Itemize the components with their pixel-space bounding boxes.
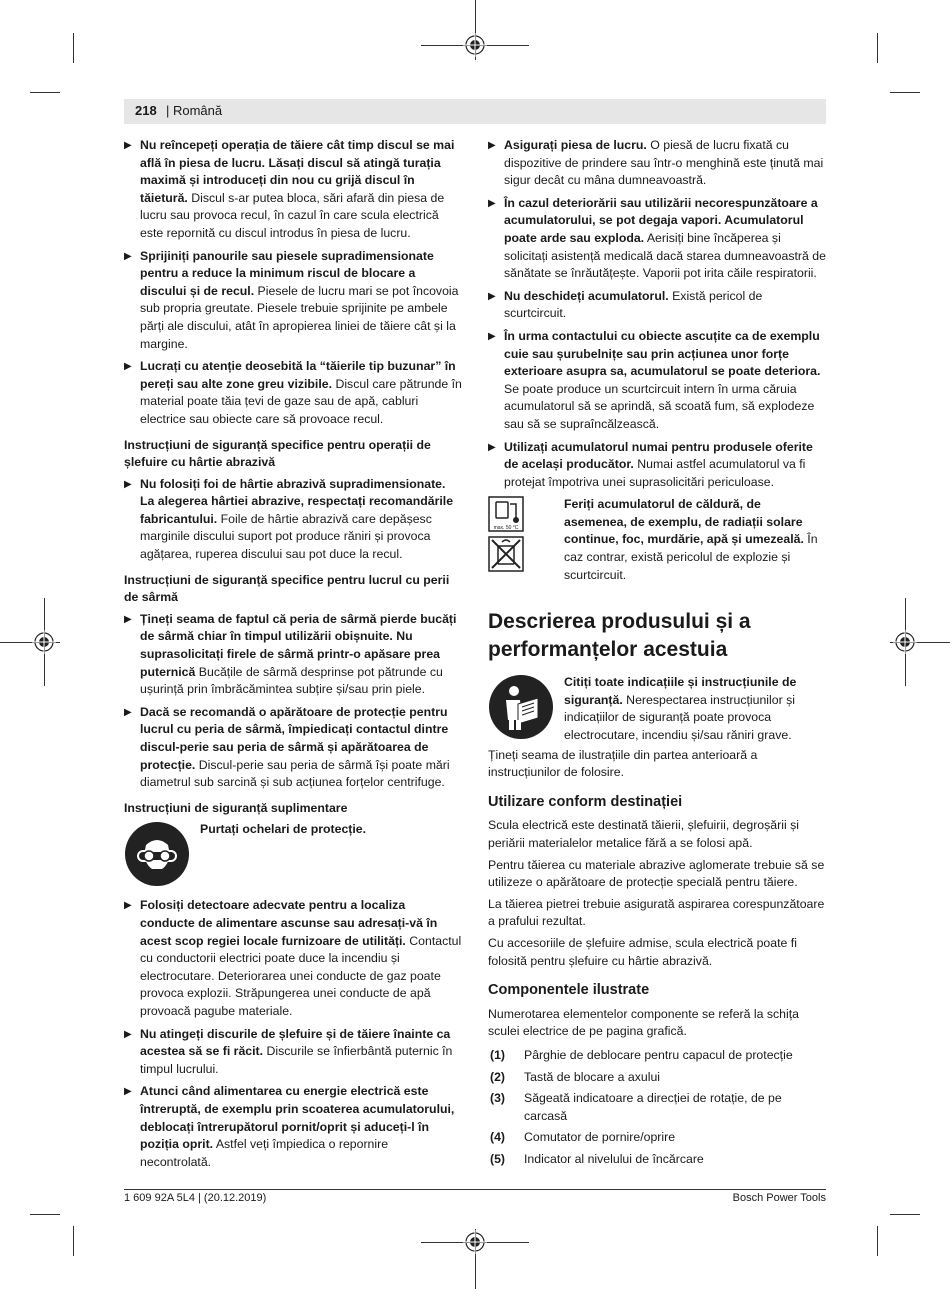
bullet-arrow-icon: ▶ — [124, 1086, 132, 1098]
paragraph: Cu accesoriile de șlefuire admise, scula electrică poate fi folosită pentru șlefuire cu hârtie abrazivă. — [488, 935, 797, 968]
battery-warning-icons — [488, 496, 526, 572]
bullet-arrow-icon: ▶ — [124, 478, 132, 490]
bullet-arrow-icon: ▶ — [488, 140, 496, 151]
section-heading: Instrucțiuni de siguranță suplimentare — [124, 800, 348, 815]
read-manual-notice — [488, 674, 826, 744]
bullet-arrow-icon: ▶ — [488, 197, 496, 209]
battery-no-water-icon — [488, 536, 524, 572]
bullet-arrow-icon: ▶ — [124, 250, 132, 262]
paragraph: Scula electrică este destinată tăierii, șlefuirii, degroșării și periării materialelor metalice fără a se folosi apă. — [488, 818, 799, 850]
battery-temp-label: max. 50 °C — [493, 525, 519, 532]
crop-mark — [73, 1226, 74, 1256]
goggles-text: Purtați ochelari de protecție. — [200, 822, 367, 837]
crop-mark — [30, 92, 60, 93]
bullet-arrow-icon: ▶ — [488, 290, 496, 302]
safety-bullet: ▶ Nu reîncepeți operația de tăiere cât timp discul se mai află în piesa de lucru. Lăsați discul să atingă turația maximă și introduceți din nou cu grijă discul în tăietură. Discul s-ar putea bloca, sări afară din piesa de lucru sau provoca recul, în cazul în care scula electrică este repornită cu discul introdus în piesa de lucru. — [124, 138, 455, 240]
paragraph: Țineți seama de ilustrațiile din partea anterioară a instrucțiunilor de folosire. — [488, 747, 758, 780]
read-manual-icon — [488, 674, 554, 740]
bullet-arrow-icon: ▶ — [488, 330, 496, 342]
registration-mark-icon — [463, 33, 487, 57]
bullet-arrow-icon: ▶ — [124, 140, 132, 151]
paragraph: Numerotarea elementelor componente se referă la schița sculei electrice de pe pagina grafică. — [488, 1006, 800, 1039]
crop-mark — [890, 1214, 920, 1215]
crop-mark — [73, 33, 74, 63]
list-item: (1) Pârghie de deblocare pentru capacul de protecție — [490, 1047, 793, 1062]
bullet-arrow-icon: ▶ — [124, 361, 132, 373]
safety-bullet: ▶ Utilizați acumulatorul numai pentru produsele oferite de același producător. Numai astfel acumulatorul va fi protejat împotriva unei suprasolicitări periculoase. — [488, 439, 813, 489]
battery-heat-icon — [488, 496, 524, 532]
left-column — [124, 137, 462, 1176]
registration-mark-icon — [32, 630, 56, 654]
list-item: (5) Indicator al nivelului de încărcare — [490, 1151, 704, 1166]
safety-bullet: ▶ Sprijiniți panourile sau piesele supradimensionate pentru a reduce la minimum riscul de blocare a discului și de recul. Piesele de lucru mari se pot încovoia sub propria greutate. Piesele trebuie sprijinite pe ambele părți ale discului, atât în apropierea liniei de tăiere cât și la margine. — [124, 248, 459, 351]
bullet-arrow-icon: ▶ — [488, 441, 496, 453]
registration-mark-icon — [893, 630, 917, 654]
safety-bullet: ▶ Nu atingeți discurile de șlefuire și de tăiere înainte ca acestea să se fi răcit. Discurile se înfierbântă puternic în timpul lucrului. — [124, 1026, 453, 1076]
subsection-title: Componentele ilustrate — [488, 982, 650, 999]
safety-bullet: ▶ Nu folosiți foi de hârtie abrazivă supradimensionate. La alegerea hârtiei abrazive, respectați recomandările fabricantului. Foile de hârtie abrazivă care depășesc marginile discului suport pot produce răniri și provoca agățarea, ruperea discului sau pot duce la recul. — [124, 476, 454, 562]
page-header — [124, 99, 826, 124]
right-column — [488, 137, 826, 1173]
subsection-title: Utilizare conform destinației — [488, 793, 683, 810]
bullet-arrow-icon: ▶ — [124, 1028, 132, 1040]
heat-warning — [488, 496, 826, 584]
safety-bullet: ▶ Nu deschideți acumulatorul. Există pericol de scurtcircuit. — [488, 288, 763, 321]
list-item: (3) Săgeată indicatoare a direcției de rotație, de pe carcasă — [490, 1091, 782, 1123]
page-number: 218 — [135, 103, 157, 118]
component-list — [488, 1047, 826, 1169]
section-title: Descrierea produsului și a performanțelor acestuia — [488, 610, 751, 662]
footer-divider — [124, 1189, 826, 1190]
list-item: (4) Comutator de pornire/oprire — [490, 1130, 676, 1145]
goggles-notice — [124, 821, 462, 891]
safety-bullet: ▶ Dacă se recomandă o apărătoare de protecție pentru lucrul cu peria de sârmă, împiedicați contactul dintre discul-perie sau peria de sârmă și apărătoarea de protecție. Discul-perie sau peria de sârmă își poate mări diametrul sub sarcină și sub acțiunea forțelor centrifuge. — [124, 704, 450, 790]
registration-mark-icon — [463, 1230, 487, 1254]
crop-mark — [877, 33, 878, 63]
heat-warning-text: Feriți acumulatorul de căldură, de asemenea, de exemplu, de radiații solare continue, foc, murdărie, apă și umezeală. În caz contrar, există pericolul de explozie și scurtcircuit. — [564, 497, 818, 582]
safety-bullet: ▶ Lucrați cu atenție deosebită la “tăierile tip buzunar” în pereți sau alte zone greu vizibile. Discul care pătrunde în material poate tăia țevi de gaze sau de apă, cabluri electrice sau obiecte care să provoace recul. — [124, 359, 462, 426]
language-label: | Română — [166, 103, 223, 118]
paragraph: Pentru tăierea cu materiale abrazive aglomerate trebuie să se utilizeze o apărătoare de protecție specială pentru tăiere. — [488, 857, 825, 890]
safety-bullet: ▶ În cazul deteriorării sau utilizării necorespunzătoare a acumulatorului, se pot degaja vapori. Acumulatorul poate arde sau exploda. Aerisiți bine încăperea și solicitați asistență medicală dacă starea dumneavoastră de sănătate se înrăutățește. Vaporii pot irita căile respiratorii. — [488, 195, 826, 281]
crop-mark — [30, 1214, 60, 1215]
crop-mark — [877, 1226, 878, 1256]
safety-bullet: ▶ Atunci când alimentarea cu energie electrică este întreruptă, de exemplu prin scoaterea acumulatorului, deblocați întrerupătorul pornit/oprit și aduceți-l în poziția oprit. Astfel veți împiedica o repornire necontrolată. — [124, 1084, 455, 1169]
footer-doc-id: 1 609 92A 5L4 | (20.12.2019) — [124, 1192, 267, 1204]
bullet-arrow-icon: ▶ — [124, 900, 132, 912]
paragraph: La tăierea pietrei trebuie asigurată aspirarea corespunzătoare a prafului rezultat. — [488, 896, 825, 929]
safety-bullet: ▶ Folosiți detectoare adecvate pentru a localiza conducte de alimentare ascunse sau adresați-vă în acest scop regiei locale furnizoare de utilități. Contactul cu conductorii electrici poate duce la incendiu și electrocutare. Deteriorarea unei conducte de gaz poate provoca explozii. Străpungerea unei conducte de apă provoacă pagube materiale. — [124, 898, 462, 1018]
crop-mark — [890, 92, 920, 93]
footer-brand: Bosch Power Tools — [732, 1192, 826, 1204]
section-heading: Instrucțiuni de siguranță specifice pentru lucrul cu perii de sârmă — [124, 572, 450, 605]
read-manual-text: Citiți toate indicațiile și instrucțiunile de siguranță. Nerespectarea instrucțiunilor și indicațiilor de siguranță poate provoca electrocutare, incendiu și/sau răniri grave. — [564, 675, 797, 743]
safety-bullet: ▶ Țineți seama de faptul că peria de sârmă pierde bucăți de sârmă chiar în timpul utilizării obișnuite. Nu suprasolicitați firele de sârmă printr-o apăsare prea puternică Bucățile de sârmă desprinse pot pătrunde cu ușurință prin îmbrăcămintea subțire și/sau prin piele. — [124, 611, 457, 697]
bullet-arrow-icon: ▶ — [124, 706, 132, 718]
safety-bullet: ▶ În urma contactului cu obiecte ascuțite ca de exemplu cuie sau șurubelnițe sau prin acțiunea unor forțe exterioare asupra sa, acumulatorul se poate deteriora. Se poate produce un scurtcircuit intern în urma căruia acumulatorul să se aprindă, să scoată fum, să explodeze sau să se supraîncălzească. — [488, 328, 821, 431]
list-item: (2) Tastă de blocare a axului — [490, 1069, 661, 1084]
section-heading: Instrucțiuni de siguranță specifice pentru operații de șlefuire cu hârtie abrazivă — [124, 437, 431, 470]
safety-goggles-icon — [124, 821, 190, 887]
safety-bullet: ▶ Asigurați piesa de lucru. O piesă de lucru fixată cu dispozitive de prindere sau într-o menghină este ținută mai sigur decât cu mâna dumneavoastră. — [488, 138, 824, 188]
bullet-arrow-icon: ▶ — [124, 613, 132, 625]
